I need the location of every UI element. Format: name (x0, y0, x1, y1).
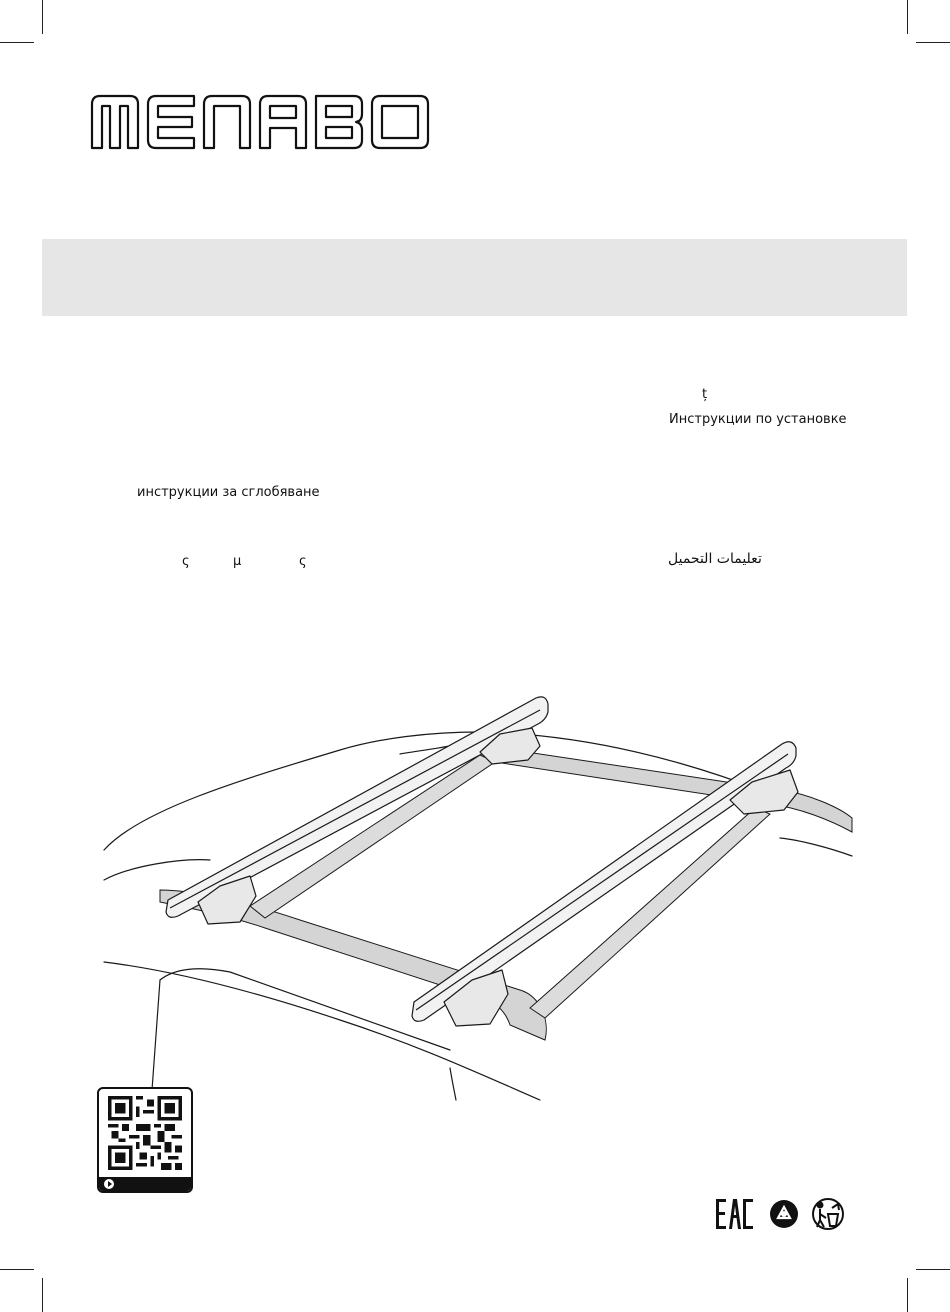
certification-marks (714, 1194, 854, 1234)
crop-mark (42, 0, 43, 34)
qr-video-bar (99, 1177, 191, 1191)
recycle-icon (770, 1200, 798, 1228)
crop-mark (907, 0, 908, 34)
title-band (42, 239, 907, 316)
qr-code-icon (108, 1096, 182, 1170)
crop-mark (0, 1269, 34, 1270)
instructions-greek-3: ς (299, 554, 307, 569)
play-icon[interactable] (104, 1179, 114, 1189)
crop-mark (42, 1278, 43, 1312)
instructions-greek-2: μ (233, 554, 242, 569)
instructions-russian: Инструкции по установке (669, 412, 847, 427)
roof-bars-illustration (100, 690, 860, 1110)
eac-mark-icon (716, 1199, 753, 1229)
crop-mark (916, 1269, 950, 1270)
instructions-romanian: ț (702, 387, 708, 402)
instructions-greek-1: ς (182, 554, 190, 569)
crop-mark (916, 42, 950, 43)
brand-logo (90, 94, 430, 150)
crop-mark (907, 1278, 908, 1312)
instructions-arabic: تعليمات التحميل (668, 551, 762, 567)
qr-code-block[interactable] (97, 1087, 193, 1193)
waste-disposal-icon (813, 1199, 843, 1229)
instructions-bulgarian: инструкции за сглобяване (137, 485, 320, 500)
crop-mark (0, 42, 34, 43)
